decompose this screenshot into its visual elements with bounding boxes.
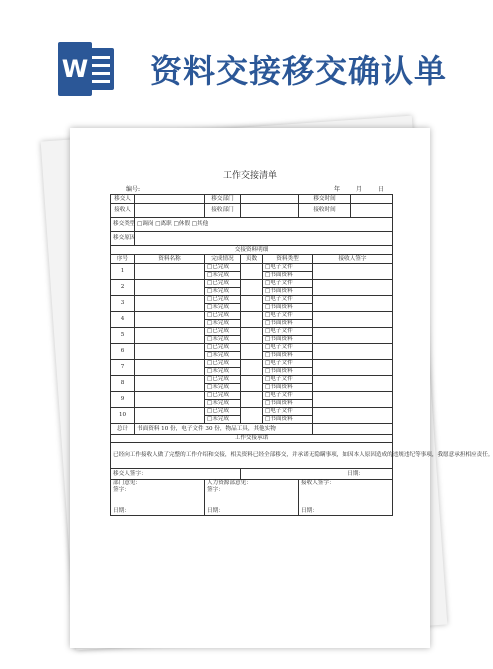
table-row	[111, 328, 393, 336]
word-icon: W	[58, 42, 116, 96]
total-label: 总计	[111, 424, 135, 435]
receiver-sign-cell	[313, 296, 393, 312]
type-paper-checkbox[interactable]: □书面资料	[263, 304, 313, 312]
table-row	[111, 344, 393, 352]
commit-section-title: 工作交接承诺	[111, 435, 393, 443]
hr-opinion-block: 人力资源部意见： 签字： 日期：	[205, 480, 299, 516]
type-electronic-checkbox[interactable]: □电子文件	[263, 328, 313, 336]
status-undone-checkbox[interactable]: □未完成	[205, 368, 241, 376]
receiver-value	[135, 204, 205, 218]
giver-dept-value	[241, 195, 299, 204]
total-text: 书面资料 10 份，电子文件 30 份，物品工具，其他实物	[135, 424, 313, 435]
status-undone-checkbox[interactable]: □未完成	[205, 320, 241, 328]
item-name-cell	[135, 376, 205, 392]
receiver-sign-cell	[313, 360, 393, 376]
banner	[0, 0, 474, 110]
receiver-dept-label: 接收部门	[205, 204, 241, 218]
table-row	[111, 312, 393, 320]
commit-date-label: 日期：	[241, 469, 393, 480]
receiver-label: 接收人	[111, 204, 135, 218]
status-undone-checkbox[interactable]: □未完成	[205, 400, 241, 408]
banner-title: 资料交接移交确认单	[150, 52, 448, 90]
type-electronic-checkbox[interactable]: □电子文件	[263, 344, 313, 352]
receiver-sign-cell	[313, 344, 393, 360]
status-undone-checkbox[interactable]: □未完成	[205, 272, 241, 280]
row-number: 1	[111, 264, 135, 280]
row-number: 4	[111, 312, 135, 328]
type-electronic-checkbox[interactable]: □电子文件	[263, 312, 313, 320]
col-header: 资料名称	[135, 255, 205, 264]
type-paper-checkbox[interactable]: □书面资料	[263, 288, 313, 296]
number-label: 编号:	[126, 186, 141, 193]
reason-label: 移交原因	[111, 232, 135, 246]
detail-rows	[111, 264, 393, 424]
page-count-cell	[241, 376, 263, 392]
item-name-cell	[135, 344, 205, 360]
status-done-checkbox[interactable]: □已完成	[205, 408, 241, 416]
receive-time-label: 接收时间	[299, 204, 351, 218]
document-title: 工作交接清单	[222, 171, 277, 181]
status-undone-checkbox[interactable]: □未完成	[205, 304, 241, 312]
item-name-cell	[135, 280, 205, 296]
row-number: 10	[111, 408, 135, 424]
type-paper-checkbox[interactable]: □书面资料	[263, 368, 313, 376]
item-name-cell	[135, 392, 205, 408]
detail-section-title: 交接资料明细	[111, 246, 393, 255]
status-done-checkbox[interactable]: □已完成	[205, 360, 241, 368]
table-row	[111, 296, 393, 304]
date-label: 年 月 日	[333, 186, 384, 193]
row-number: 8	[111, 376, 135, 392]
col-header: 完成情况	[205, 255, 241, 264]
detail-header-row	[111, 255, 393, 264]
row-number: 7	[111, 360, 135, 376]
receiver-dept-value	[241, 204, 299, 218]
table-row	[111, 376, 393, 384]
row-number: 6	[111, 344, 135, 360]
status-undone-checkbox[interactable]: □未完成	[205, 416, 241, 424]
receiver-sign-cell	[313, 408, 393, 424]
page-count-cell	[241, 344, 263, 360]
receiver-sign-cell	[313, 280, 393, 296]
row-number: 9	[111, 392, 135, 408]
receiver-sign-cell	[313, 328, 393, 344]
page-count-cell	[241, 392, 263, 408]
receiver-sign-cell	[313, 392, 393, 408]
type-electronic-checkbox[interactable]: □电子文件	[263, 360, 313, 368]
table-row	[111, 408, 393, 416]
status-done-checkbox[interactable]: □已完成	[205, 296, 241, 304]
row-number: 2	[111, 280, 135, 296]
table-row	[111, 392, 393, 400]
page-count-cell	[241, 328, 263, 344]
type-electronic-checkbox[interactable]: □电子文件	[263, 376, 313, 384]
col-header: 页数	[241, 255, 263, 264]
type-paper-checkbox[interactable]: □书面资料	[263, 320, 313, 328]
page-count-cell	[241, 296, 263, 312]
page-count-cell	[241, 408, 263, 424]
type-electronic-checkbox[interactable]: □电子文件	[263, 280, 313, 288]
table-row	[111, 280, 393, 288]
page-count-cell	[241, 264, 263, 280]
type-electronic-checkbox[interactable]: □电子文件	[263, 408, 313, 416]
status-undone-checkbox[interactable]: □未完成	[205, 336, 241, 344]
receive-time-value	[351, 204, 393, 218]
item-name-cell	[135, 408, 205, 424]
type-paper-checkbox[interactable]: □书面资料	[263, 384, 313, 392]
type-label: 移交类型	[111, 218, 135, 232]
type-electronic-checkbox[interactable]: □电子文件	[263, 296, 313, 304]
giver-value	[135, 195, 205, 204]
type-paper-checkbox[interactable]: □书面资料	[263, 400, 313, 408]
dept-opinion-block: 部门意见： 签字： 日期：	[111, 480, 205, 516]
give-time-label: 移交时间	[299, 195, 351, 204]
item-name-cell	[135, 296, 205, 312]
status-done-checkbox[interactable]: □已完成	[205, 280, 241, 288]
total-blank	[313, 424, 393, 435]
table-row	[111, 264, 393, 272]
item-name-cell	[135, 360, 205, 376]
giver-sign-label: 移交人签字：	[111, 469, 241, 480]
receiver-sign-cell	[313, 376, 393, 392]
page-count-cell	[241, 312, 263, 328]
type-electronic-checkbox[interactable]: □电子文件	[263, 392, 313, 400]
row-number: 5	[111, 328, 135, 344]
row-number: 3	[111, 296, 135, 312]
status-done-checkbox[interactable]: □已完成	[205, 344, 241, 352]
document-meta	[110, 184, 390, 193]
type-options: □调岗 □离职 □休假 □其他	[135, 218, 393, 232]
receiver-sign-cell	[313, 264, 393, 280]
status-done-checkbox[interactable]: □已完成	[205, 328, 241, 336]
type-paper-checkbox[interactable]: □书面资料	[263, 336, 313, 344]
col-header: 接收人签字	[313, 255, 393, 264]
col-header: 资料类型	[263, 255, 313, 264]
receiver-sign-cell	[313, 312, 393, 328]
status-undone-checkbox[interactable]: □未完成	[205, 288, 241, 296]
page-count-cell	[241, 280, 263, 296]
table-row	[111, 360, 393, 368]
status-done-checkbox[interactable]: □已完成	[205, 264, 241, 272]
type-electronic-checkbox[interactable]: □电子文件	[263, 264, 313, 272]
item-name-cell	[135, 264, 205, 280]
status-done-checkbox[interactable]: □已完成	[205, 392, 241, 400]
type-paper-checkbox[interactable]: □书面资料	[263, 272, 313, 280]
status-done-checkbox[interactable]: □已完成	[205, 312, 241, 320]
document-page	[70, 128, 493, 648]
item-name-cell	[135, 328, 205, 344]
type-paper-checkbox[interactable]: □书面资料	[263, 416, 313, 424]
status-undone-checkbox[interactable]: □未完成	[205, 352, 241, 360]
giver-dept-label: 移交部门	[205, 195, 241, 204]
receiver-sign-block: 接收人签字： 日期：	[299, 480, 393, 516]
page-count-cell	[241, 360, 263, 376]
handover-form-table	[110, 194, 493, 516]
giver-label: 移交人	[111, 195, 135, 204]
commit-text: 已经向工作接收人做了完整的工作介绍和交接，相关资料已经全部移交，并承诺无隐瞒事项，如因本人原因造成的违规违纪等事项，我愿意承担相应责任。	[111, 443, 393, 469]
give-time-value	[351, 195, 393, 204]
type-paper-checkbox[interactable]: □书面资料	[263, 352, 313, 360]
status-done-checkbox[interactable]: □已完成	[205, 376, 241, 384]
col-header: 序号	[111, 255, 135, 264]
item-name-cell	[135, 312, 205, 328]
reason-value	[135, 232, 393, 246]
status-undone-checkbox[interactable]: □未完成	[205, 384, 241, 392]
